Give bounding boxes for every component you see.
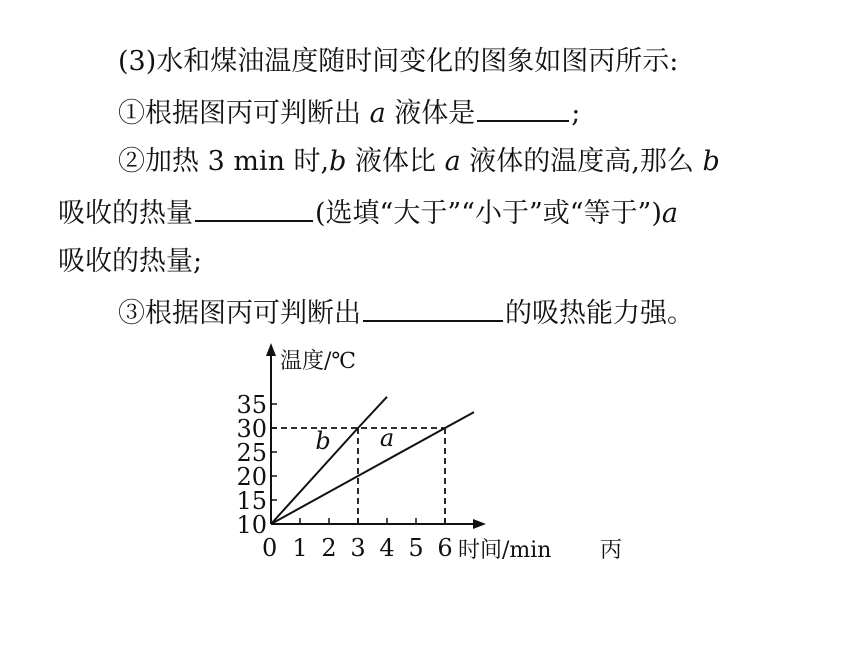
y-tick-label: 15 [236,487,267,515]
y-tick-label: 20 [236,463,267,491]
x-tick-label: 3 [350,534,366,562]
line2-text-a: ①根据图丙可判断出 [118,98,370,129]
var-a: a [661,198,678,229]
series-label-a: a [379,424,395,452]
y-axis-arrow [266,343,276,356]
x-tick-label: 4 [379,534,395,562]
series-line-a [271,412,474,524]
line6-text-a: ③根据图丙可判断出 [118,298,361,329]
line1-text: (3)水和煤油温度随时间变化的图象如图丙所示: [118,46,679,77]
x-tick-label: 6 [437,534,453,562]
var-b: b [702,146,720,177]
y-tick-label: 10 [236,511,267,539]
x-tick-label: 1 [292,534,308,562]
line3-text-c: 液体的温度高,那么 [460,146,703,177]
line2-text-b: 液体是 [385,98,476,129]
y-axis-label: 温度/℃ [280,349,357,374]
series-label-b: b [315,427,331,455]
line2-end: ; [571,98,581,129]
y-tick-label: 25 [236,439,267,467]
var-a: a [369,98,386,129]
line5-text: 吸收的热量; [58,246,203,277]
var-b: b [329,146,347,177]
line4-text-b: (选填“大于”“小于”或“等于”) [315,198,662,229]
origin-label: 0 [262,534,278,562]
y-tick-label: 30 [236,415,267,443]
x-tick-label: 2 [321,534,337,562]
series-line-b [271,397,387,524]
var-a: a [444,146,461,177]
line3-text-b: 液体比 [346,146,445,177]
figure-label: 丙 [600,538,623,563]
x-tick-label: 5 [408,534,424,562]
x-axis-label: 时间/min [458,538,552,563]
x-axis-arrow [473,519,486,529]
line4-text-a: 吸收的热量 [58,198,193,229]
line3-text-a: ②加热 3 min 时, [118,146,330,177]
y-tick-label: 35 [236,391,267,419]
line6-text-b: 的吸热能力强。 [505,298,694,329]
